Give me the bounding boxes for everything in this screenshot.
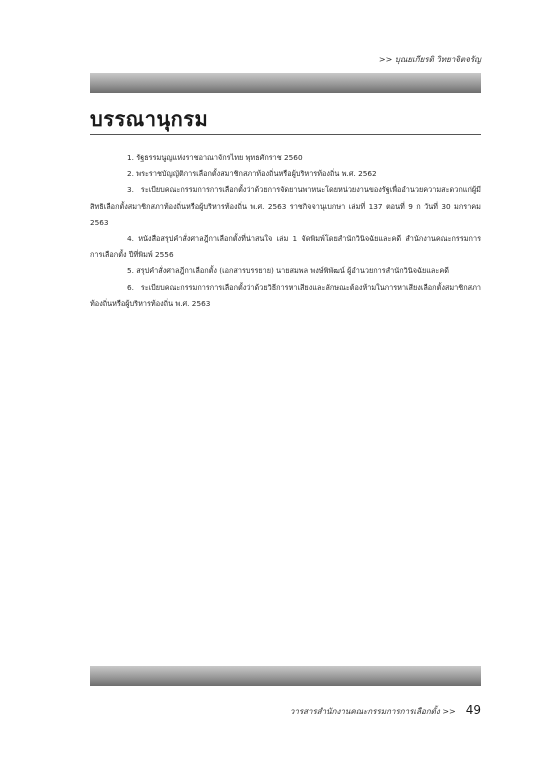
reference-item-2: 2. พระราชบัญญัติการเลือกตั้งสมาชิกสภาท้องถิ่นหรือผู้บริหารท้องถิ่น พ.ศ. 2562: [127, 169, 377, 179]
running-footer: [290, 703, 481, 718]
page-number: 49: [465, 703, 481, 717]
reference-item-6: 6. ระเบียบคณะกรรมการการเลือกตั้งว่าด้วยวิธีการหาเสียงและลักษณะต้องห้ามในการหาเสียงเลือกตั้งสมาชิกสภาท้องถิ่นหรือผู้บริหารท้องถิ่น พ.ศ. 2563: [90, 282, 481, 308]
running-header-author: >> บุณยเกียรติ วิทยาจิตจรัญ: [378, 55, 481, 64]
reference-item-4: 4. หนังสือสรุปคำสั่งศาลฎีกาเลือกตั้งที่น่าสนใจ เล่ม 1 จัดพิมพ์โดยสำนักวินิจฉัยและคดี สำนักงานคณะกรรมการการเลือกตั้ง ปีที่พิมพ์ 2556: [90, 234, 481, 260]
reference-item-1: 1. รัฐธรรมนูญแห่งราชอาณาจักรไทย พุทธศักราช 2560: [127, 153, 303, 162]
page-title: บรรณานุกรม: [90, 107, 209, 131]
reference-item-5: 5. สรุปคำสั่งศาลฎีกาเลือกตั้ง (เอกสารบรรยาย) นายสมพล พงษ์พิพัฒน์ ผู้อำนวยการสำนักวินิจฉัยและคดี: [127, 266, 449, 276]
reference-list: [90, 150, 481, 312]
top-decorative-bar: [90, 73, 481, 93]
bottom-decorative-bar: [90, 666, 481, 686]
title-divider: [90, 134, 481, 135]
reference-item-3: 3. ระเบียบคณะกรรมการการเลือกตั้งว่าด้วยการจัดยานพาหนะโดยหน่วยงานของรัฐเพื่ออำนวยความสะดวกแก่ผู้มีสิทธิเลือกตั้งสมาชิกสภาท้องถิ่นหรือผู้บริหารท้องถิ่น พ.ศ. 2563 ราชกิจจานุเบกษา เล่มที่ 137 ตอนที่ 9 ก วันที่ 30 มกราคม 2563: [90, 185, 481, 227]
footer-journal-name: วารสารสำนักงานคณะกรรมการการเลือกตั้ง >>: [289, 707, 456, 716]
